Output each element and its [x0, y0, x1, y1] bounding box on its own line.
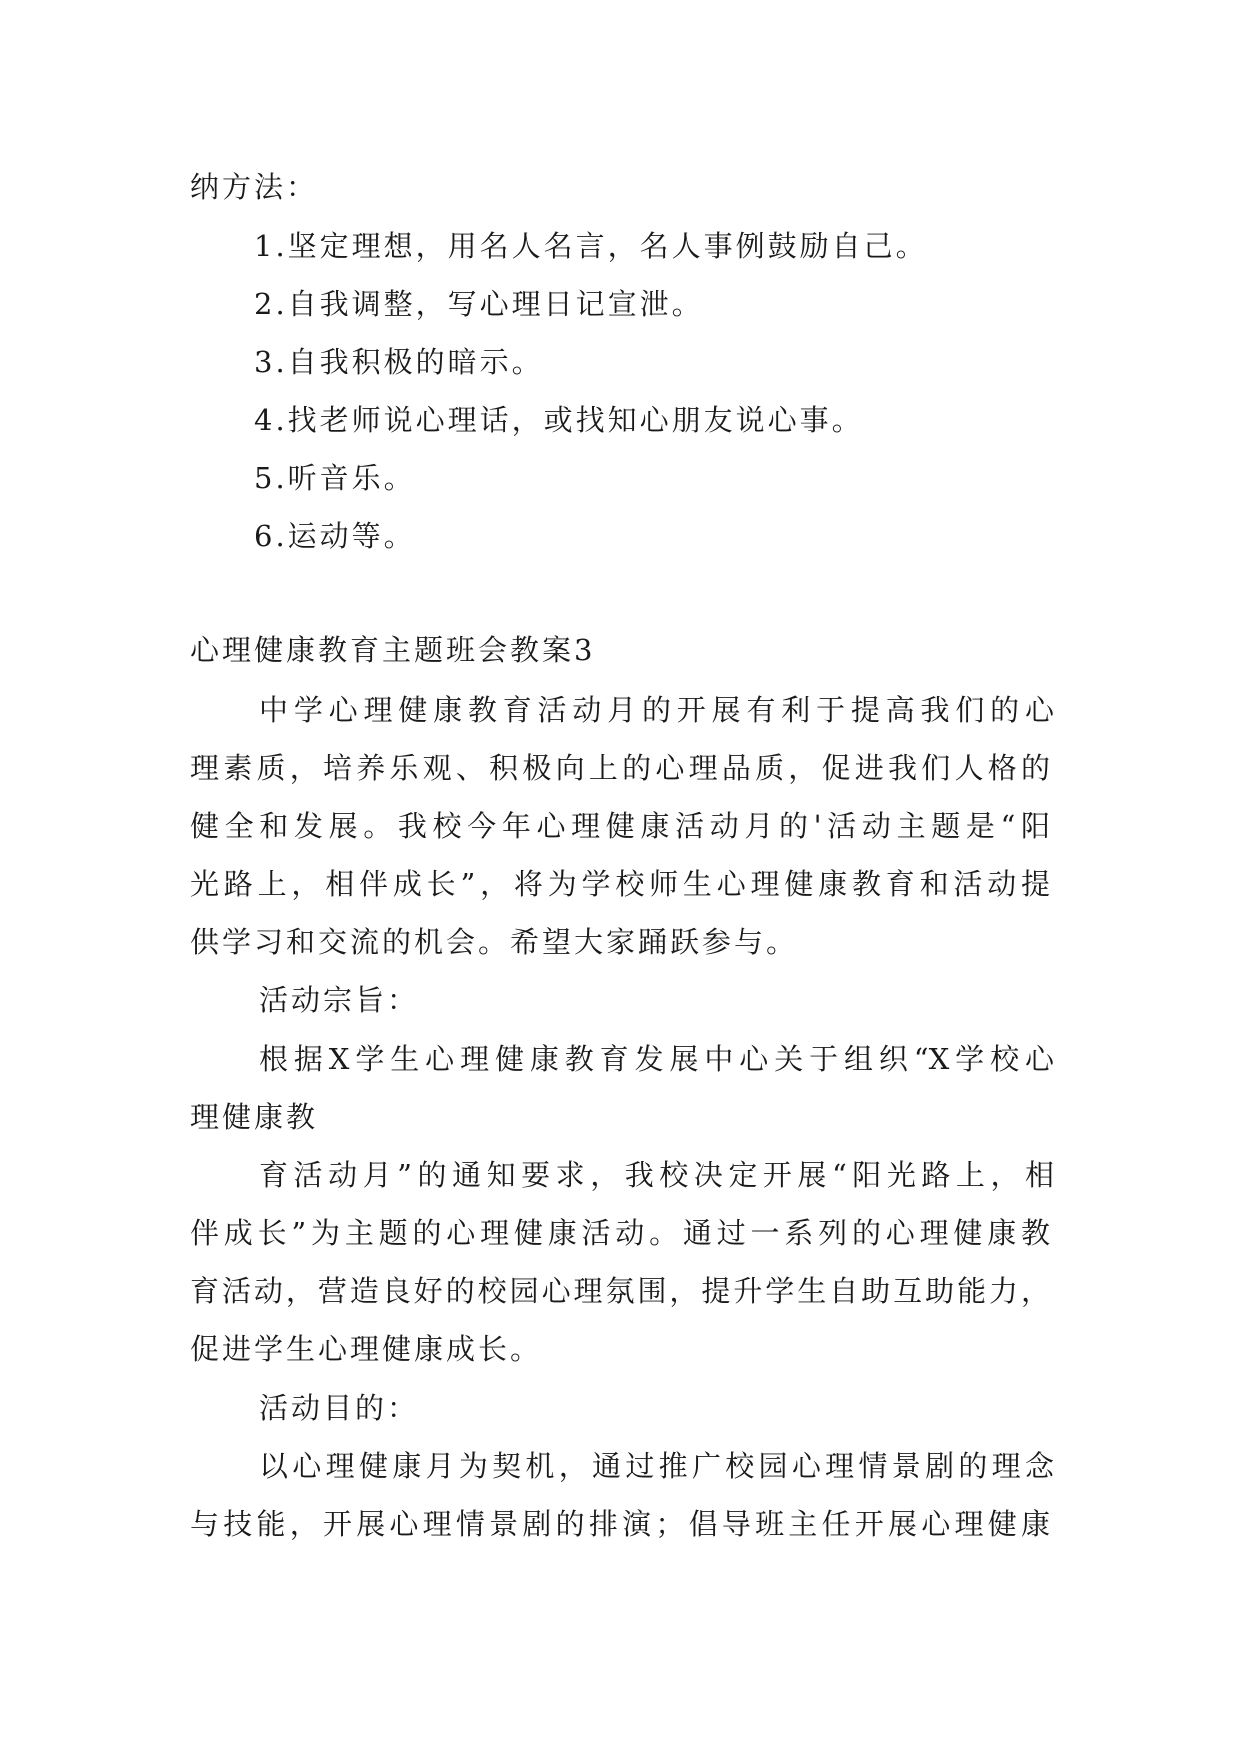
- list-item: 2.自我调整，写心理日记宣泄。: [254, 287, 704, 321]
- paragraph-line: 与技能，开展心理情景剧的排演；倡导班主任开展心理健康: [190, 1507, 1050, 1541]
- list-item: 3.自我积极的暗示。: [254, 345, 544, 379]
- list-item: 1.坚定理想，用名人名言，名人事例鼓励自己。: [254, 229, 928, 263]
- section-title: 心理健康教育主题班会教案3: [190, 633, 596, 667]
- subheading: 活动宗旨：: [259, 983, 420, 1017]
- subheading: 活动目的：: [259, 1391, 420, 1425]
- paragraph-line: 理健康教: [190, 1100, 319, 1134]
- paragraph-line: 健全和发展。我校今年心理健康活动月的'活动主题是“阳: [190, 809, 1050, 843]
- list-item: 6.运动等。: [254, 519, 416, 553]
- paragraph-line: 供学习和交流的机会。希望大家踊跃参与。: [190, 925, 799, 959]
- paragraph-line: 促进学生心理健康成长。: [190, 1332, 543, 1366]
- paragraph-line: 伴成长”为主题的心理健康活动。通过一系列的心理健康教: [190, 1216, 1050, 1250]
- paragraph-line: 中学心理健康教育活动月的开展有利于提高我们的心: [259, 693, 1054, 727]
- list-item: 5.听音乐。: [254, 461, 416, 495]
- paragraph-line: 育活动，营造良好的校园心理氛围，提升学生自助互助能力，: [190, 1274, 1050, 1308]
- paragraph-line: 根据X学生心理健康教育发展中心关于组织“X学校心: [259, 1042, 1054, 1076]
- list-item: 4.找老师说心理话，或找知心朋友说心事。: [254, 403, 864, 437]
- paragraph-line: 光路上，相伴成长”，将为学校师生心理健康教育和活动提: [190, 867, 1050, 901]
- paragraph-line: 理素质，培养乐观、积极向上的心理品质，促进我们人格的: [190, 751, 1050, 785]
- paragraph-line: 育活动月”的通知要求，我校决定开展“阳光路上，相: [259, 1158, 1054, 1192]
- text-line: 纳方法：: [190, 170, 319, 204]
- paragraph-line: 以心理健康月为契机，通过推广校园心理情景剧的理念: [259, 1449, 1054, 1483]
